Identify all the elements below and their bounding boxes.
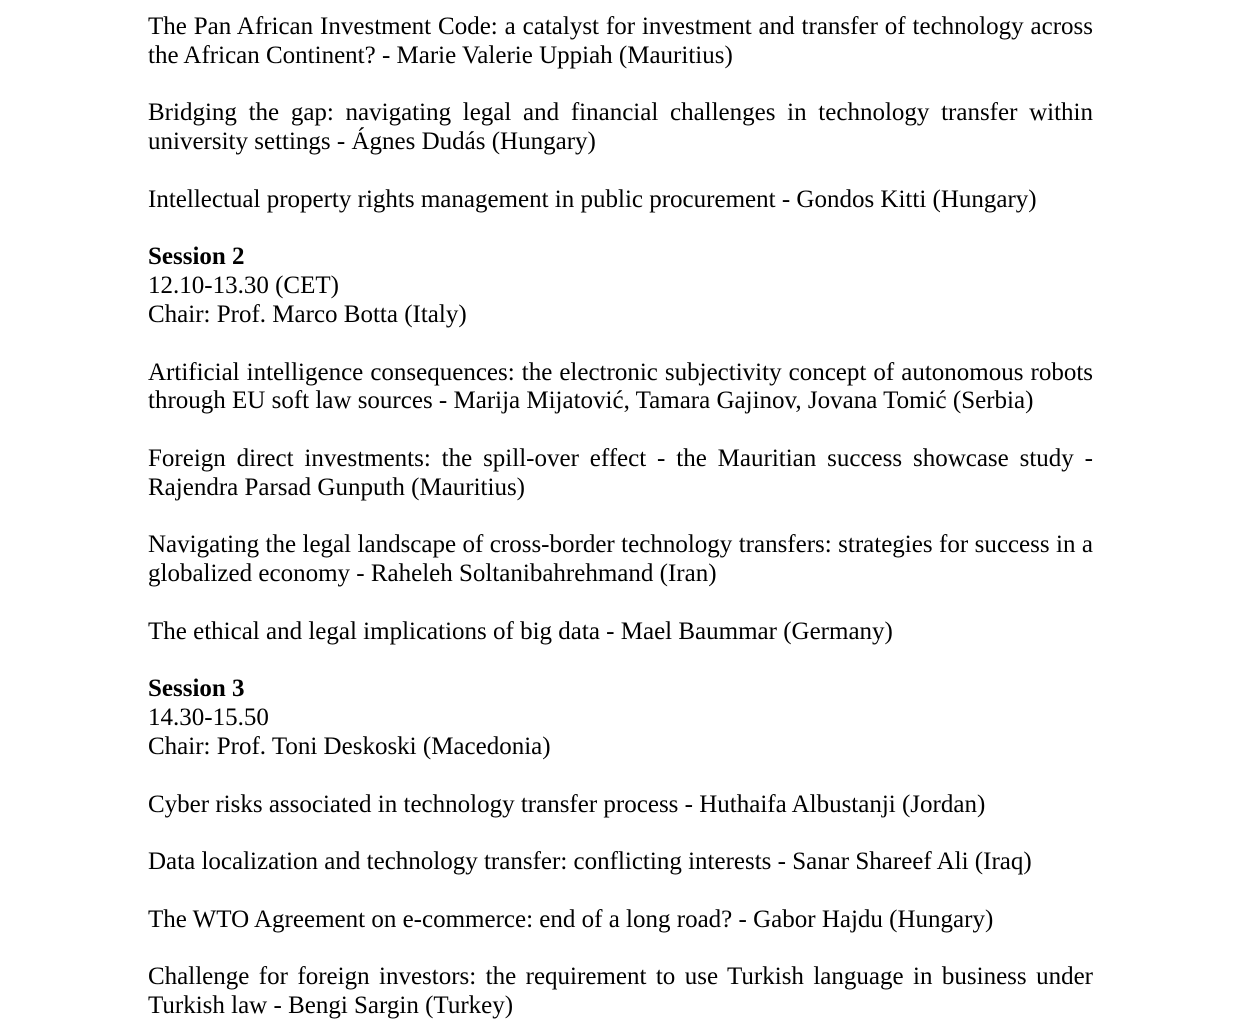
session-3-chair: Chair: Prof. Toni Deskoski (Macedonia) (148, 732, 551, 760)
spacer (148, 215, 1093, 244)
talk-entry: Artificial intelligence consequences: the electronic subjectivity concept of autonomous robots through EU soft law sources - Marija Mijatović, Tamara Gajinov, Jovana Tomić (Serbia) (148, 358, 1093, 415)
session-2-chair: Chair: Prof. Marco Botta (Italy) (148, 300, 467, 328)
talk-entry: Foreign direct investments: the spill-over effect - the Mauritian success showcase study - Rajendra Parsad Gunputh (Mauritius) (148, 444, 1093, 501)
session-3-time: 14.30-15.50 (148, 704, 269, 732)
spacer (148, 416, 1093, 445)
spacer (148, 157, 1093, 186)
talk-entry: Data localization and technology transfer: conflicting interests - Sanar Shareef Ali (Iraq) (148, 848, 1032, 876)
spacer (148, 819, 1093, 848)
spacer (148, 647, 1093, 676)
document-page (148, 13, 1093, 1021)
talk-entry: The WTO Agreement on e-commerce: end of a long road? - Gabor Hajdu (Hungary) (148, 905, 994, 933)
talk-entry: The ethical and legal implications of big data - Mael Baummar (Germany) (148, 617, 893, 645)
talk-entry: Intellectual property rights management in public procurement - Gondos Kitti (Hungary) (148, 185, 1037, 213)
session-2-title: Session 2 (148, 243, 245, 271)
session-3-title: Session 3 (148, 675, 245, 703)
session-2-time: 12.10-13.30 (CET) (148, 272, 339, 300)
talk-entry: Navigating the legal landscape of cross-border technology transfers: strategies for success in a globalized economy - Raheleh Soltanibahrehmand (Iran) (148, 531, 1093, 588)
spacer (148, 71, 1093, 100)
spacer (148, 589, 1093, 618)
talk-entry: Bridging the gap: navigating legal and financial challenges in technology transfer within university settings - Ágnes Dudás (Hungary) (148, 99, 1093, 156)
spacer (148, 762, 1093, 791)
spacer (148, 877, 1093, 906)
spacer (148, 330, 1093, 359)
spacer (148, 935, 1093, 964)
talk-entry: Challenge for foreign investors: the requirement to use Turkish language in business under Turkish law - Bengi Sargin (Turkey) (148, 963, 1093, 1020)
talk-entry: The Pan African Investment Code: a catalyst for investment and transfer of technology across the African Continent? - Marie Valerie Uppiah (Mauritius) (148, 13, 1093, 69)
spacer (148, 503, 1093, 532)
talk-entry: Cyber risks associated in technology transfer process - Huthaifa Albustanji (Jordan) (148, 790, 986, 818)
